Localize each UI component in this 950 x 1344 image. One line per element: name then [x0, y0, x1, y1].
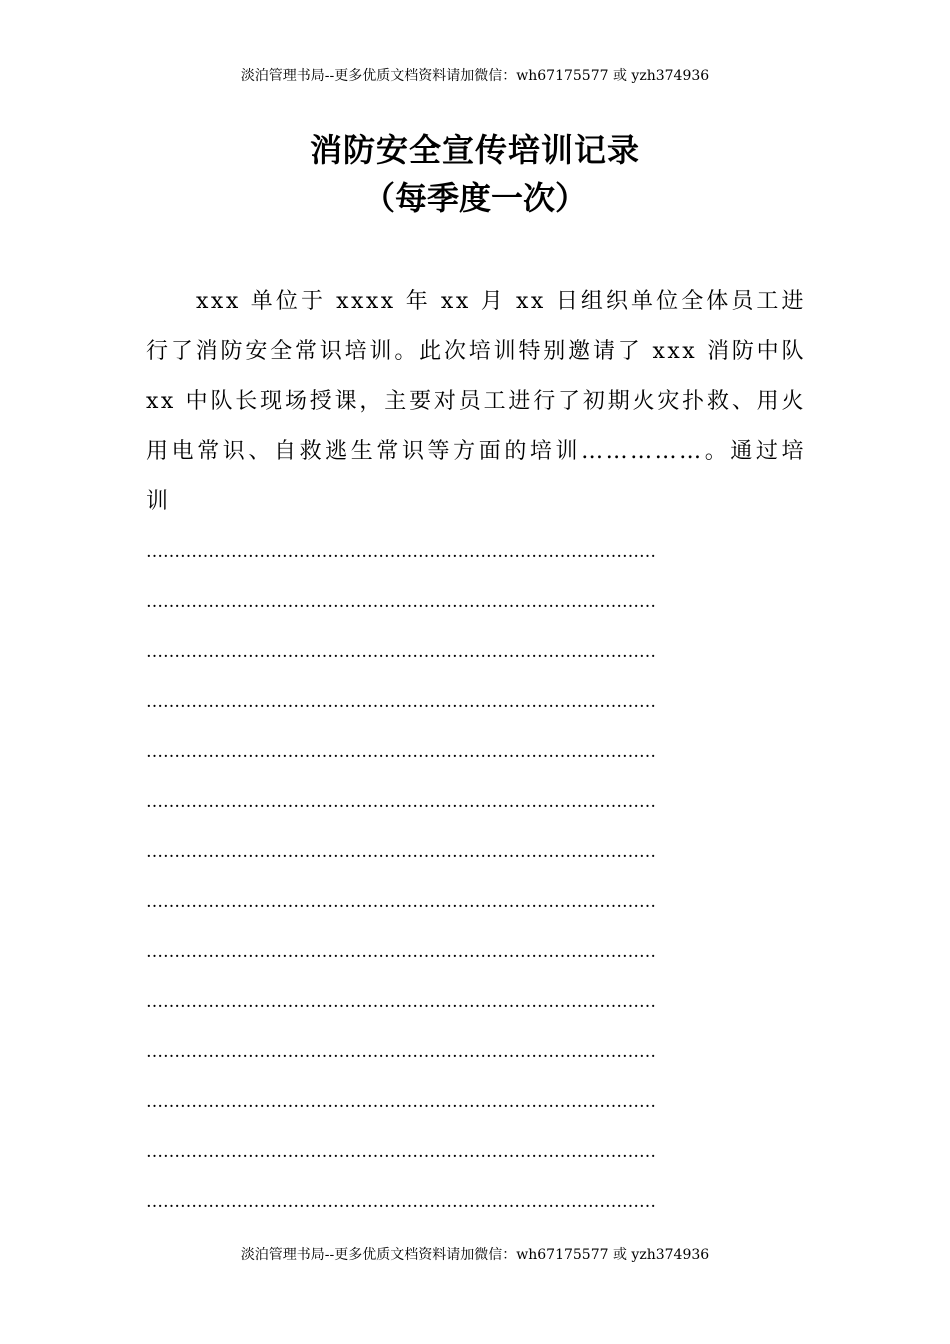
dot-line: ………………………………………………………………………………: [146, 542, 656, 562]
body-paragraph: xxx 单位于 xxxx 年 xx 月 xx 日组织单位全体员工进行了消防安全常识培训。此次培训特别邀请了 xxx 消防中队 xx 中队长现场授课，主要对员工进行了初期火灾扑救、用火用电常识、自救逃生常识等方面的培训……………。通过培训: [146, 289, 806, 514]
document-title: 消防安全宣传培训记录: [309, 131, 640, 169]
page-header-note: 淡泊管理书局--更多优质文档资料请加微信：wh67175577 或 yzh374936: [240, 68, 710, 84]
dot-line: ………………………………………………………………………………: [146, 592, 656, 612]
dot-line: ………………………………………………………………………………: [146, 692, 656, 712]
dot-line: ………………………………………………………………………………: [146, 1142, 656, 1162]
fill-in-lines: [146, 527, 806, 1227]
dot-line: ………………………………………………………………………………: [146, 892, 656, 912]
dot-line: ………………………………………………………………………………: [146, 1092, 656, 1112]
dot-line: ………………………………………………………………………………: [146, 642, 656, 662]
page-footer-note: 淡泊管理书局--更多优质文档资料请加微信：wh67175577 或 yzh374936: [240, 1247, 710, 1263]
document-subtitle: （每季度一次）: [362, 179, 587, 217]
dot-line: ………………………………………………………………………………: [146, 742, 656, 762]
dot-line: ………………………………………………………………………………: [146, 942, 656, 962]
dot-line: ………………………………………………………………………………: [146, 792, 656, 812]
dot-line: ………………………………………………………………………………: [146, 1192, 656, 1212]
dot-line: ………………………………………………………………………………: [146, 992, 656, 1012]
dot-line: ………………………………………………………………………………: [146, 842, 656, 862]
document-title-block: [0, 128, 950, 220]
dot-line: ………………………………………………………………………………: [146, 1042, 656, 1062]
